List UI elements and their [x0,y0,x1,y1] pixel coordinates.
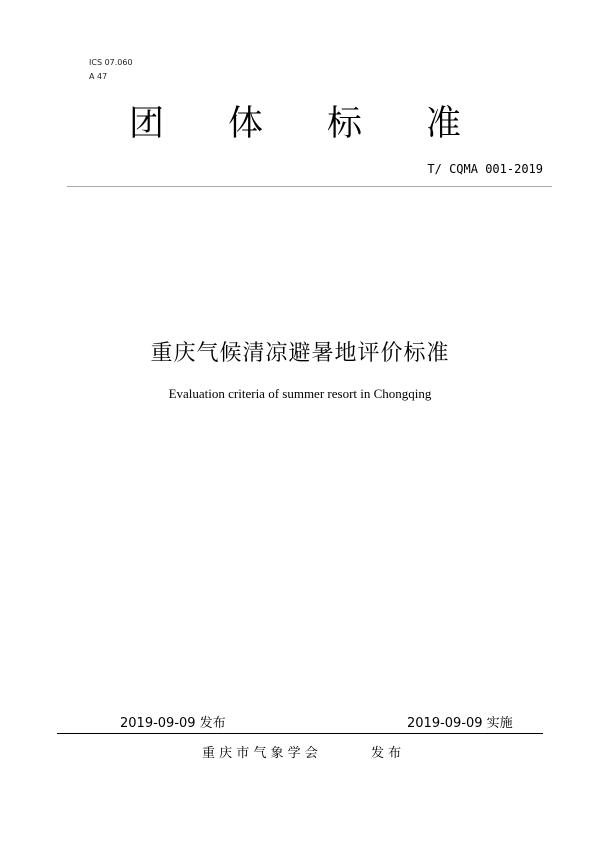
ics-code: ICS 07.060 [89,58,133,67]
footer-divider [57,733,543,734]
category-char: 体 [228,104,264,144]
standard-code: T/ CQMA 001-2019 [427,162,543,176]
publish-label: 发 布 [371,746,402,761]
category-char: 团 [129,104,165,144]
category-char: 准 [426,104,462,144]
publisher: 重 庆 市 气 象 学 会 [202,746,318,761]
title-chinese: 重庆气候清凉避暑地评价标准 [150,341,450,366]
header-divider [67,186,552,187]
implement-date: 2019-09-09 实施 [407,716,513,731]
category-char: 标 [327,104,363,144]
ccs-code: A 47 [89,72,108,81]
title-english: Evaluation criteria of summer resort in Chongqing [168,386,432,401]
publish-date: 2019-09-09 发布 [120,716,226,731]
